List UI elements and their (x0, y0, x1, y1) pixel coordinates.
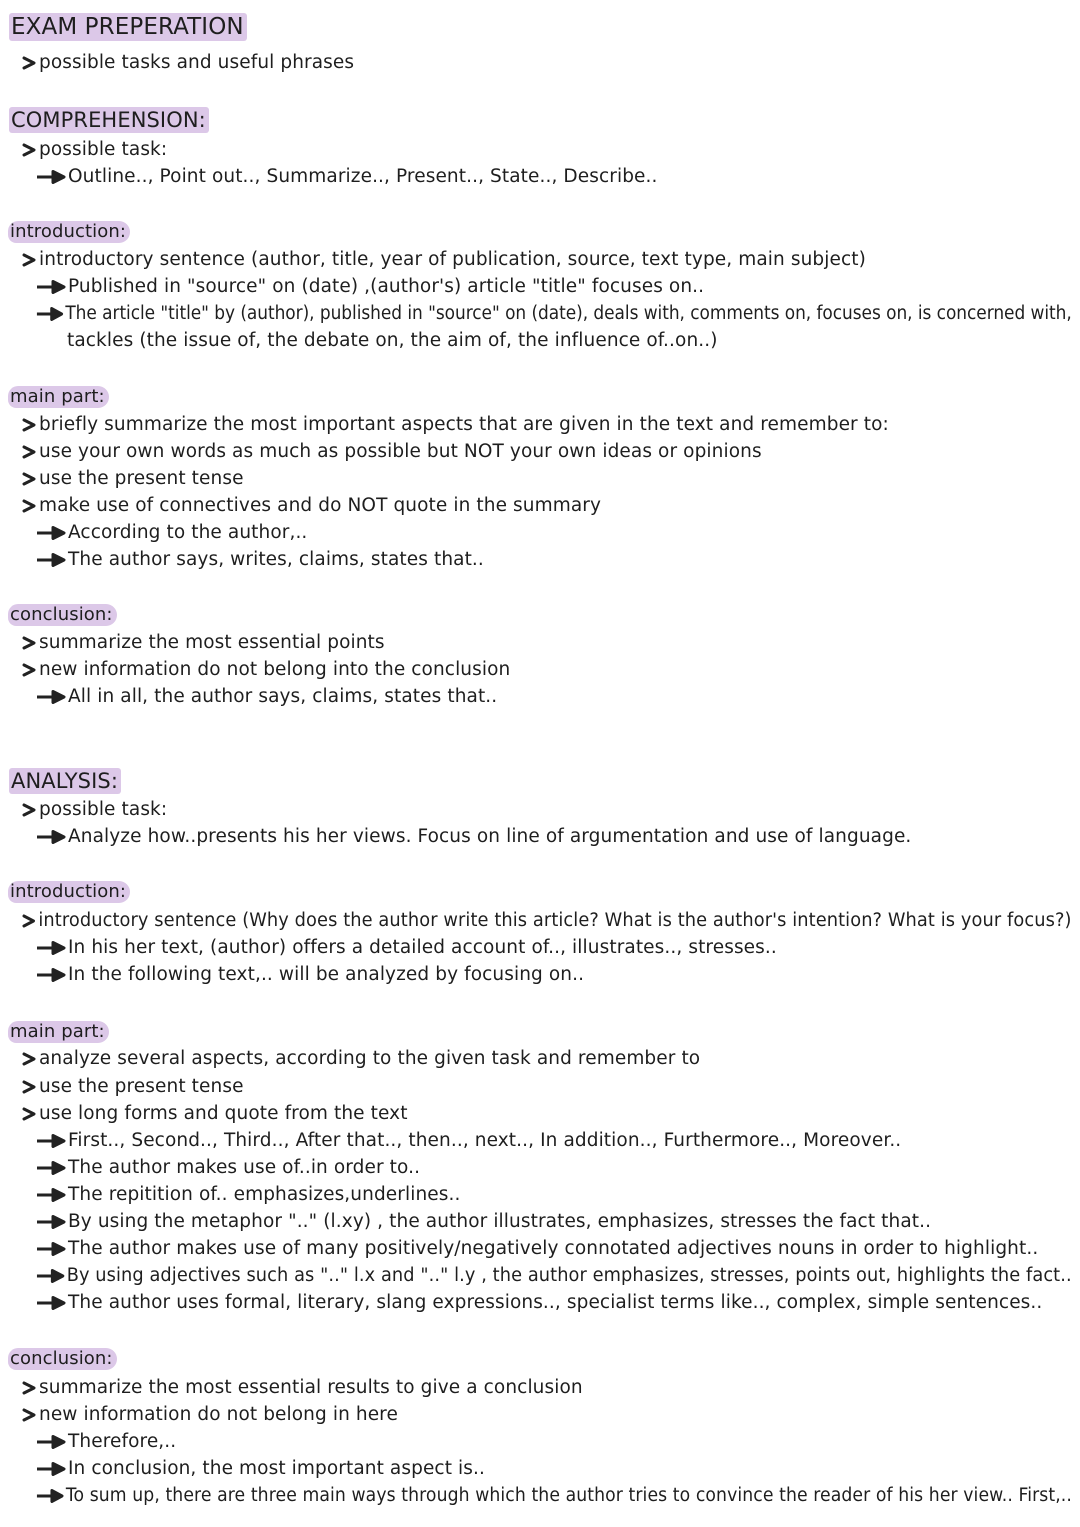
phrase-text: In the following text,.. will be analyzed by focusing on.. (68, 964, 585, 985)
analysis-heading: ANALYSIS: (9, 768, 121, 794)
arrow-right-icon (36, 941, 66, 955)
analysis-conclusion-phrase-1 (36, 1430, 176, 1454)
chevron-right-icon (22, 143, 36, 157)
chevron-right-icon (22, 803, 36, 817)
arrow-right-icon (36, 1215, 66, 1229)
analysis-conclusion-phrase-3 (36, 1484, 1072, 1508)
comprehension-main-phrase-2 (36, 548, 484, 572)
task-text: Analyze how..presents his her views. Focus on line of argumentation and use of language. (68, 826, 912, 847)
comprehension-heading: COMPREHENSION: (9, 107, 209, 133)
arrow-right-icon (36, 1242, 66, 1256)
analysis-introduction-phrase-1 (36, 936, 777, 960)
phrase-text: Therefore,.. (68, 1431, 177, 1452)
phrase-text: By using the metaphor ".." (l.xy) , the author illustrates, emphasizes, stresses the fact that.. (68, 1211, 932, 1232)
analysis-main-bullet-2 (22, 1075, 244, 1099)
page-title: EXAM PREPERATION (9, 13, 247, 41)
comprehension-main-bullet-1 (22, 413, 889, 437)
chevron-right-icon (22, 1107, 36, 1121)
task-text: Outline.., Point out.., Summarize.., Present.., State.., Describe.. (68, 166, 658, 187)
arrow-right-icon (36, 690, 66, 704)
arrow-right-icon (36, 1489, 64, 1503)
task-label-text: possible task: (39, 139, 168, 160)
phrase-text: The author uses formal, literary, slang expressions.., specialist terms like.., complex, simple sentences.. (68, 1292, 1043, 1313)
phrase-text: By using adjectives such as ".." l.x and ".." l.y , the author emphasizes, stresses, points out, highlights the fact.. (66, 1265, 1072, 1286)
arrow-right-icon (36, 830, 66, 844)
analysis-task-label (22, 798, 167, 822)
comprehension-conclusion-bullet-1 (22, 631, 385, 655)
bullet-text: use the present tense (39, 468, 244, 489)
comprehension-main-bullet-3 (22, 467, 244, 491)
phrase-text: To sum up, there are three main ways through which the author tries to convince the reader of his her view.. First,.. (65, 1485, 1072, 1506)
bullet-text: use the present tense (39, 1076, 244, 1097)
comprehension-task-text (36, 165, 658, 189)
analysis-introduction-bullet (22, 909, 1072, 933)
comprehension-introduction-heading: introduction: (8, 221, 130, 243)
bullet-text: make use of connectives and do NOT quote in the summary (39, 495, 602, 516)
analysis-main-bullet-1 (22, 1047, 700, 1071)
comprehension-main-bullet-4 (22, 494, 601, 518)
phrase-text: The article "title" by (author), published in "source" on (date), deals with, comments on, focuses on, is concerned with, (65, 303, 1072, 324)
phrase-text: The repitition of.. emphasizes,underlines.. (68, 1184, 461, 1205)
phrase-text: First.., Second.., Third.., After that.., then.., next.., In addition.., Furthermore.., Moreover.. (68, 1130, 902, 1151)
bullet-text: summarize the most essential points (39, 632, 385, 653)
comprehension-main-part-heading: main part: (8, 386, 109, 408)
task-label-text: possible task: (39, 799, 168, 820)
analysis-task-text (36, 825, 911, 849)
chevron-right-icon (22, 499, 36, 513)
analysis-main-bullet-3 (22, 1102, 408, 1126)
bullet-text: introductory sentence (author, title, year of publication, source, text type, main subject) (39, 249, 866, 270)
phrase-text: The author makes use of many positively/negatively connotated adjectives nouns in order to highlight.. (68, 1238, 1039, 1259)
analysis-conclusion-phrase-2 (36, 1457, 485, 1481)
phrase-text: Published in "source" on (date) ,(author's) article "title" focuses on.. (68, 276, 705, 297)
analysis-conclusion-bullet-1 (22, 1376, 583, 1400)
comprehension-introduction-phrase-2 (36, 302, 1072, 326)
phrase-text: In conclusion, the most important aspect is.. (68, 1458, 485, 1479)
comprehension-main-bullet-2 (22, 440, 762, 464)
chevron-right-icon (22, 56, 36, 70)
analysis-main-phrase-7 (36, 1291, 1042, 1315)
bullet-text: analyze several aspects, according to the given task and remember to (39, 1048, 701, 1069)
comprehension-introduction-phrase-1 (36, 275, 704, 299)
chevron-right-icon (22, 1052, 36, 1066)
bullet-text: new information do not belong in here (39, 1404, 398, 1425)
phrase-text: The author makes use of..in order to.. (68, 1157, 421, 1178)
analysis-main-phrase-3 (36, 1183, 460, 1207)
comprehension-conclusion-heading: conclusion: (8, 604, 117, 626)
phrase-text: According to the author,.. (68, 522, 308, 543)
arrow-right-icon (36, 170, 66, 184)
comprehension-introduction-phrase-2-continued: tackles (the issue of, the debate on, the aim of, the influence of..on..) (67, 330, 718, 351)
analysis-main-phrase-2 (36, 1156, 420, 1180)
arrow-right-icon (36, 1269, 65, 1283)
arrow-right-icon (36, 1134, 66, 1148)
chevron-right-icon (22, 914, 35, 928)
bullet-text: summarize the most essential results to give a conclusion (39, 1377, 583, 1398)
arrow-right-icon (36, 1435, 66, 1449)
phrase-text: In his her text, (author) offers a detailed account of.., illustrates.., stresses.. (68, 937, 777, 958)
subtitle: possible tasks and useful phrases (39, 52, 355, 73)
arrow-right-icon (36, 1161, 66, 1175)
chevron-right-icon (22, 663, 36, 677)
analysis-main-phrase-1 (36, 1129, 901, 1153)
arrow-right-icon (36, 1296, 66, 1310)
arrow-right-icon (36, 526, 66, 540)
chevron-right-icon (22, 1080, 36, 1094)
comprehension-conclusion-phrase (36, 685, 497, 709)
analysis-main-phrase-6 (36, 1264, 1072, 1288)
analysis-conclusion-heading: conclusion: (8, 1348, 117, 1370)
subtitle-line (22, 51, 354, 75)
bullet-text: introductory sentence (Why does the author write this article? What is the author's intention? What is your focus?) (38, 910, 1072, 931)
chevron-right-icon (22, 472, 36, 486)
analysis-main-phrase-4 (36, 1210, 931, 1234)
bullet-text: use long forms and quote from the text (39, 1103, 408, 1124)
chevron-right-icon (22, 1381, 36, 1395)
phrase-text: All in all, the author says, claims, states that.. (68, 686, 498, 707)
analysis-introduction-phrase-2 (36, 963, 584, 987)
chevron-right-icon (22, 445, 36, 459)
analysis-main-phrase-5 (36, 1237, 1038, 1261)
comprehension-task-label (22, 138, 167, 162)
analysis-introduction-heading: introduction: (8, 881, 130, 903)
comprehension-introduction-bullet (22, 248, 866, 272)
arrow-right-icon (36, 1462, 66, 1476)
bullet-text: new information do not belong into the conclusion (39, 659, 511, 680)
bullet-text: briefly summarize the most important aspects that are given in the text and remember to: (39, 414, 889, 435)
arrow-right-icon (36, 307, 64, 321)
comprehension-main-phrase-1 (36, 521, 307, 545)
arrow-right-icon (36, 553, 66, 567)
arrow-right-icon (36, 968, 66, 982)
phrase-text: The author says, writes, claims, states that.. (68, 549, 484, 570)
analysis-conclusion-bullet-2 (22, 1403, 398, 1427)
chevron-right-icon (22, 636, 36, 650)
comprehension-conclusion-bullet-2 (22, 658, 510, 682)
chevron-right-icon (22, 1408, 36, 1422)
arrow-right-icon (36, 1188, 66, 1202)
bullet-text: use your own words as much as possible but NOT your own ideas or opinions (39, 441, 762, 462)
chevron-right-icon (22, 253, 36, 267)
chevron-right-icon (22, 418, 36, 432)
analysis-main-part-heading: main part: (8, 1021, 109, 1043)
arrow-right-icon (36, 280, 66, 294)
